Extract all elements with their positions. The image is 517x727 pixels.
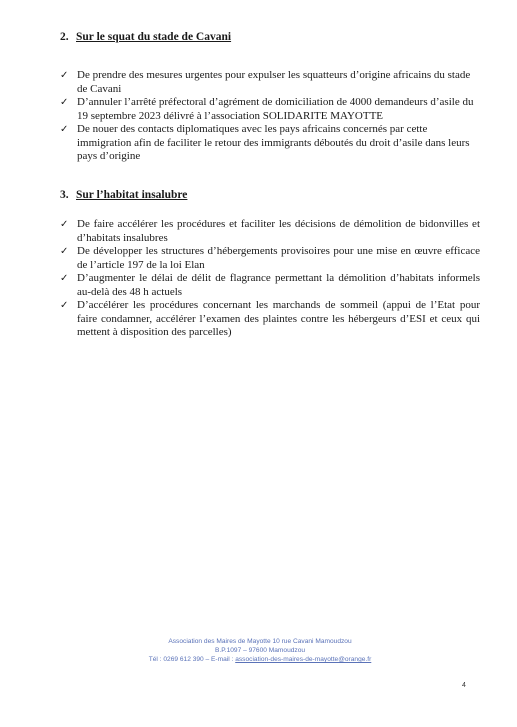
list-item: ✓ De nouer des contacts diplomatiques avec les pays africains concernés par cette immigration afin de faciliter le retour des immigrants déboutés du droit d’asile dans leurs pays d’origine	[60, 123, 470, 162]
check-mark-icon: ✓	[60, 70, 69, 81]
section-title: Sur l’habitat insalubre	[76, 189, 188, 201]
list-item: ✓ De développer les structures d’hébergements provisoires pour une mise en œuvre efficace de l’article 197 de la loi Elan	[60, 245, 480, 271]
section-title: Sur le squat du stade de Cavani	[76, 31, 232, 43]
section-number: 2.	[60, 31, 69, 43]
list-item: ✓ D’annuler l’arrêté préfectoral d’agrément de domiciliation de 4000 demandeurs d’asile du 19 septembre 2023 délivré à l’association SOLIDARITE MAYOTTE	[60, 96, 474, 122]
section-squat-stade-cavani	[60, 31, 480, 164]
item-list	[60, 218, 480, 340]
item-list	[60, 69, 480, 164]
check-mark-icon: ✓	[60, 246, 69, 257]
list-item: ✓ D’accélérer les procédures concernant les marchands de sommeil (appui de l’Etat pour faire condamner, accélérer l’examen des plaintes contre les hébergeurs d’ESI et ceux qui mettent à disposition des parcelles)	[60, 299, 480, 338]
check-mark-icon: ✓	[60, 273, 69, 284]
list-item: ✓ D’augmenter le délai de délit de flagrance permettant la démolition d’habitats informels au-delà des 48 h actuels	[60, 272, 480, 298]
section-number: 3.	[60, 189, 69, 201]
page-footer	[100, 637, 420, 664]
footer-address: Association des Maires de Mayotte 10 rue Cavani Mamoudzou	[168, 638, 352, 645]
list-item: ✓ De prendre des mesures urgentes pour expulser les squatteurs d’origine africains du stade de Cavani	[60, 69, 471, 95]
check-mark-icon: ✓	[60, 300, 69, 311]
list-item: ✓ De faire accélérer les procédures et faciliter les décisions de démolition de bidonvilles et d’habitats insalubres	[60, 218, 480, 244]
footer-email-link[interactable]: association-des-maires-de-mayotte@orange.fr	[235, 656, 372, 663]
section-habitat-insalubre	[60, 189, 480, 340]
page-number: 4	[462, 682, 466, 689]
check-mark-icon: ✓	[60, 219, 69, 230]
section-heading	[60, 189, 480, 201]
footer-phone: Tél : 0269 612 390 – E-mail :	[148, 656, 236, 663]
footer-contact	[100, 655, 420, 664]
section-heading	[60, 31, 480, 43]
check-mark-icon: ✓	[60, 97, 69, 108]
footer-postal-box: B.P.1097 – 97600 Mamoudzou	[214, 647, 306, 654]
check-mark-icon: ✓	[60, 124, 69, 135]
